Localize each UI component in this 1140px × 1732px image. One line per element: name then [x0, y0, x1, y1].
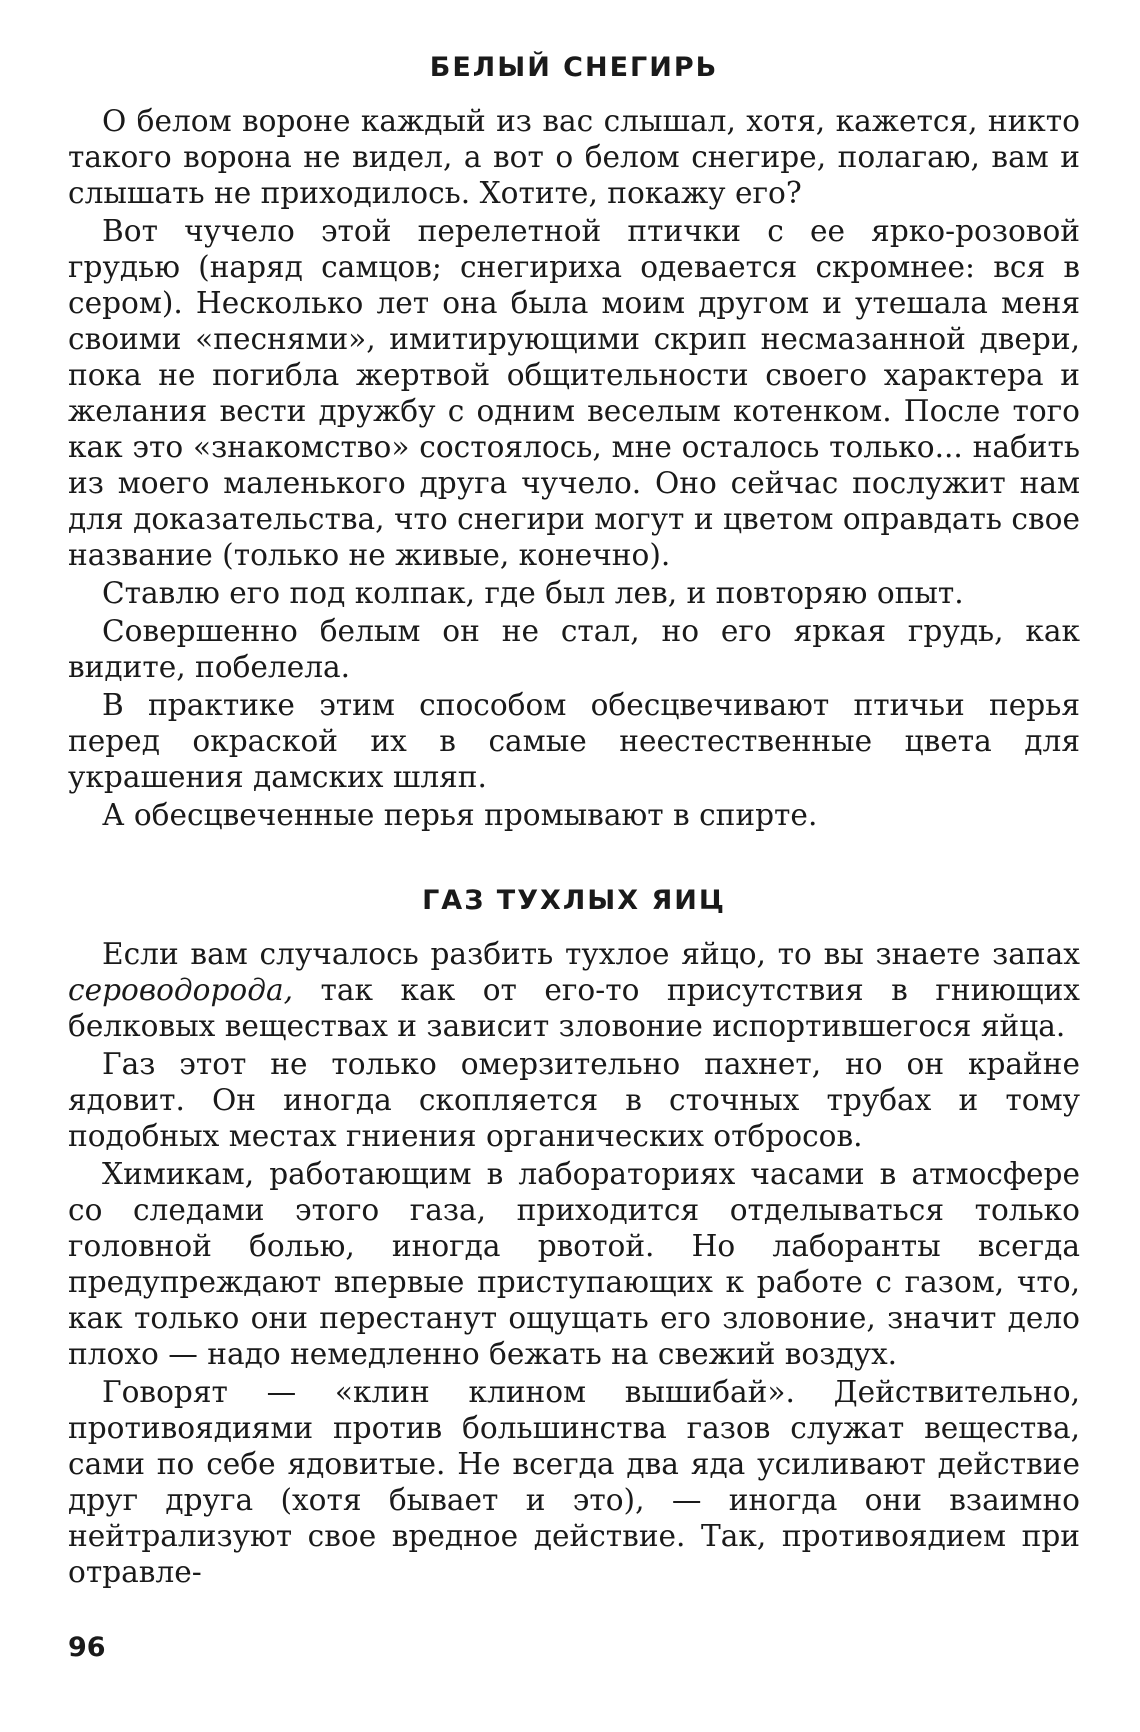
paragraph	[68, 936, 1080, 1044]
paragraph: А обесцвеченные перья промывают в спирте.	[102, 798, 818, 832]
page-number: 96	[68, 1632, 106, 1663]
paragraph: Химикам, работающим в лабораториях часами в атмосфере со следами этого газа, приходится отделываться только головной болью, иногда рвотой. Но лаборанты всегда предупреждают впервые приступающих к работе с газом, что, как только они перестанут ощущать его зловоние, значит дело плохо — надо немедленно бежать на свежий воздух.	[68, 1157, 1080, 1371]
paragraph: Газ этот не только омерзительно пахнет, но он крайне ядовит. Он иногда скопляется в сточных трубах и тому подобных местах гниения органических отбросов.	[68, 1047, 1080, 1153]
paragraph: О белом вороне каждый из вас слышал, хотя, кажется, никто такого ворона не видел, а вот о белом снегире, полагаю, вам и слышать не приходилось. Хотите, покажу его?	[68, 104, 1080, 210]
text-run: так как от его-то присутствия в гниющих белковых веществах и зависит зловоние испортившегося яйца.	[68, 973, 1080, 1043]
paragraph: Совершенно белым он не стал, но его яркая грудь, как видите, побелела.	[68, 614, 1080, 684]
italic-term: сероводорода,	[68, 973, 294, 1007]
paragraph: В практике этим способом обесцвечивают птичьи перья перед окраской их в самые неестественные цвета для украшения дамских шляп.	[68, 688, 1080, 794]
text-run: Если вам случалось разбить тухлое яйцо, то вы знаете запах	[102, 937, 1080, 971]
section-title: БЕЛЫЙ СНЕГИРЬ	[429, 52, 719, 83]
paragraph: Ставлю его под колпак, где был лев, и повторяю опыт.	[102, 576, 964, 610]
paragraph: Говорят — «клин клином вышибай». Действительно, противоядиями против большинства газов служат вещества, сами по себе ядовитые. Не всегда два яда усиливают действие друг друга (хотя бывает и это), — иногда они взаимно нейтрализуют свое вредное действие. Так, противоядием при отравле-	[68, 1375, 1080, 1589]
paragraph: Вот чучело этой перелетной птички с ее ярко-розовой грудью (наряд самцов; снегириха одевается скромнее: вся в сером). Несколько лет она была моим другом и утешала меня своими «песнями», имитирующими скрип несмазанной двери, пока не погибла жертвой общительности своего характера и желания вести дружбу с одним веселым котенком. После того как это «знакомство» состоялось, мне осталось только... набить из моего маленького друга чучело. Оно сейчас послужит нам для доказательства, что снегири могут и цветом оправдать свое название (только не живые, конечно).	[68, 214, 1080, 572]
section-title: ГАЗ ТУХЛЫХ ЯИЦ	[422, 885, 726, 916]
